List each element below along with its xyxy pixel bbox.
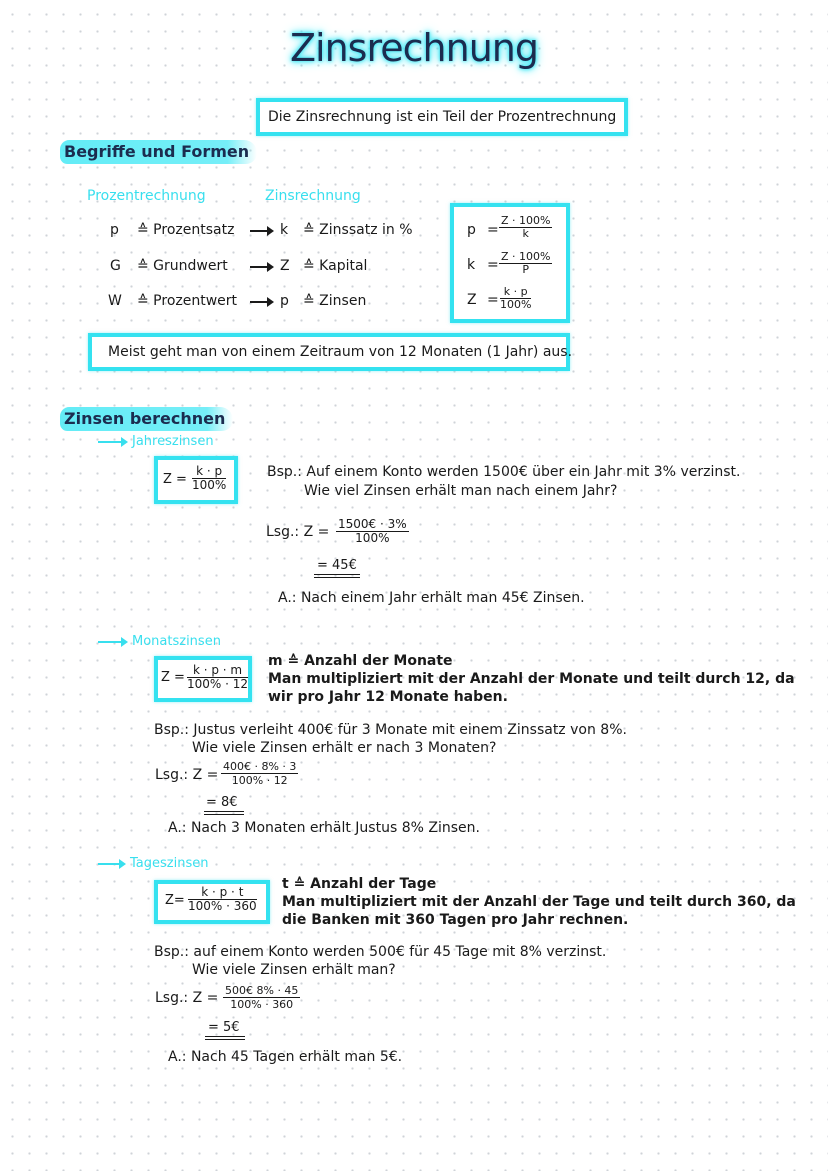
intro-text: Die Zinsrechnung ist ein Teil der Prozentrechnung — [268, 109, 617, 125]
arrow-right-icon — [98, 641, 126, 643]
arrow-right-icon — [250, 301, 272, 303]
col-heading-zinsrechnung: Zinsrechnung — [265, 188, 361, 204]
result-underline — [314, 574, 360, 578]
example-question: Wie viele Zinsen erhält man? — [192, 962, 396, 978]
term-symbol: G — [110, 258, 121, 274]
solution-fraction — [336, 518, 409, 545]
example-question: Wie viele Zinsen erhält er nach 3 Monaten? — [192, 740, 497, 756]
solution-fraction — [221, 760, 298, 787]
formula-fraction — [188, 886, 257, 913]
formula-eq: = — [487, 222, 499, 238]
solution-result: = 5€ — [208, 1020, 240, 1035]
formula-fraction — [499, 215, 552, 240]
formula-numerator: k · p · m — [187, 664, 248, 678]
col-heading-prozentrechnung: Prozentrechnung — [87, 188, 206, 204]
formula-fraction — [192, 465, 226, 492]
term-symbol-2: Z — [280, 258, 290, 274]
solution-label: Lsg.: Z = — [266, 524, 330, 540]
formula-fraction — [500, 286, 531, 311]
term-left: ≙ Grundwert — [137, 258, 228, 274]
formula-numerator: k · p · t — [188, 886, 257, 900]
answer-text: A.: Nach 45 Tagen erhält man 5€. — [168, 1049, 403, 1065]
example-text: Bsp.: Justus verleiht 400€ für 3 Monate mit einem Zinssatz von 8%. — [154, 722, 627, 738]
solution-numerator: 400€ · 8% · 3 — [223, 760, 297, 773]
formula-lhs: Z = — [163, 472, 187, 487]
formula-numerator: k · p — [192, 465, 226, 479]
formula-lhs: Z — [467, 292, 477, 308]
answer-text: A.: Nach einem Jahr erhält man 45€ Zinsen. — [278, 590, 585, 606]
term-symbol-2: p — [280, 293, 289, 309]
solution-fraction — [223, 984, 300, 1011]
arrow-right-icon — [250, 230, 272, 232]
solution-denominator: 100% — [355, 531, 390, 545]
example-question: Wie viel Zinsen erhält man nach einem Jahr? — [304, 483, 618, 499]
formula-denominator: 100% — [192, 478, 227, 492]
term-symbol-2: k — [280, 222, 289, 238]
solution-label: Lsg.: Z = — [155, 767, 219, 783]
label-monatszinsen: Monatszinsen — [132, 634, 221, 649]
formula-denominator: 100% · 12 — [187, 677, 249, 691]
term-symbol: p — [110, 222, 119, 238]
term-right: ≙ Zinssatz in % — [303, 222, 413, 238]
formula-denominator: 100% — [500, 298, 532, 311]
solution-denominator: 100% · 360 — [230, 998, 294, 1011]
formula-denominator: k — [522, 227, 529, 240]
section-heading-begriffe: Begriffe und Formen — [60, 140, 257, 164]
definition-text: t ≙ Anzahl der Tage — [282, 876, 437, 892]
page-title: Zinsrechnung — [290, 26, 538, 70]
explanation-text: wir pro Jahr 12 Monate haben. — [268, 689, 508, 705]
formula-fraction — [499, 251, 552, 276]
formula-eq: = — [487, 257, 499, 273]
formula-lhs: k — [467, 257, 476, 273]
result-underline — [205, 1036, 245, 1040]
formula-lhs: Z= — [165, 893, 185, 908]
definition-text: m ≙ Anzahl der Monate — [268, 653, 453, 669]
explanation-text: Man multipliziert mit der Anzahl der Tage und teilt durch 360, da — [282, 894, 796, 910]
answer-text: A.: Nach 3 Monaten erhält Justus 8% Zinsen. — [168, 820, 480, 836]
formula-eq: = — [487, 292, 499, 308]
note-text: Meist geht man von einem Zeitraum von 12 Monaten (1 Jahr) aus. — [108, 344, 573, 360]
term-right: ≙ Kapital — [303, 258, 368, 274]
arrow-right-icon — [98, 863, 124, 865]
formula-denominator: 100% · 360 — [188, 899, 257, 913]
formula-lhs: Z = — [161, 670, 185, 685]
result-underline — [204, 811, 244, 815]
formula-numerator: Z · 100% — [501, 214, 551, 227]
arrow-right-icon — [250, 266, 272, 268]
solution-denominator: 100% · 12 — [231, 774, 288, 787]
solution-result: = 45€ — [317, 558, 357, 573]
formula-numerator: Z · 100% — [501, 250, 551, 263]
solution-numerator: 500€ 8% · 45 — [225, 984, 299, 997]
explanation-text: die Banken mit 360 Tagen pro Jahr rechnen. — [282, 912, 629, 928]
formula-numerator: k · p — [500, 286, 531, 299]
formula-denominator: P — [522, 263, 530, 276]
example-text: Bsp.: auf einem Konto werden 500€ für 45 Tage mit 8% verzinst. — [154, 944, 607, 960]
term-left: ≙ Prozentwert — [137, 293, 238, 309]
label-tageszinsen: Tageszinsen — [130, 856, 209, 871]
arrow-right-icon — [98, 441, 126, 443]
label-jahreszinsen: Jahreszinsen — [132, 434, 214, 449]
term-left: ≙ Prozentsatz — [137, 222, 235, 238]
explanation-text: Man multipliziert mit der Anzahl der Monate und teilt durch 12, da — [268, 671, 795, 687]
formula-lhs: p — [467, 222, 476, 238]
term-right: ≙ Zinsen — [303, 293, 367, 309]
formula-fraction — [187, 664, 248, 691]
section-heading-zinsen: Zinsen berechnen — [60, 407, 233, 431]
solution-numerator: 1500€ · 3% — [338, 517, 407, 531]
solution-result: = 8€ — [206, 795, 238, 810]
solution-label: Lsg.: Z = — [155, 990, 219, 1006]
example-text: Bsp.: Auf einem Konto werden 1500€ über ein Jahr mit 3% verzinst. — [267, 464, 741, 480]
term-symbol: W — [108, 293, 122, 309]
